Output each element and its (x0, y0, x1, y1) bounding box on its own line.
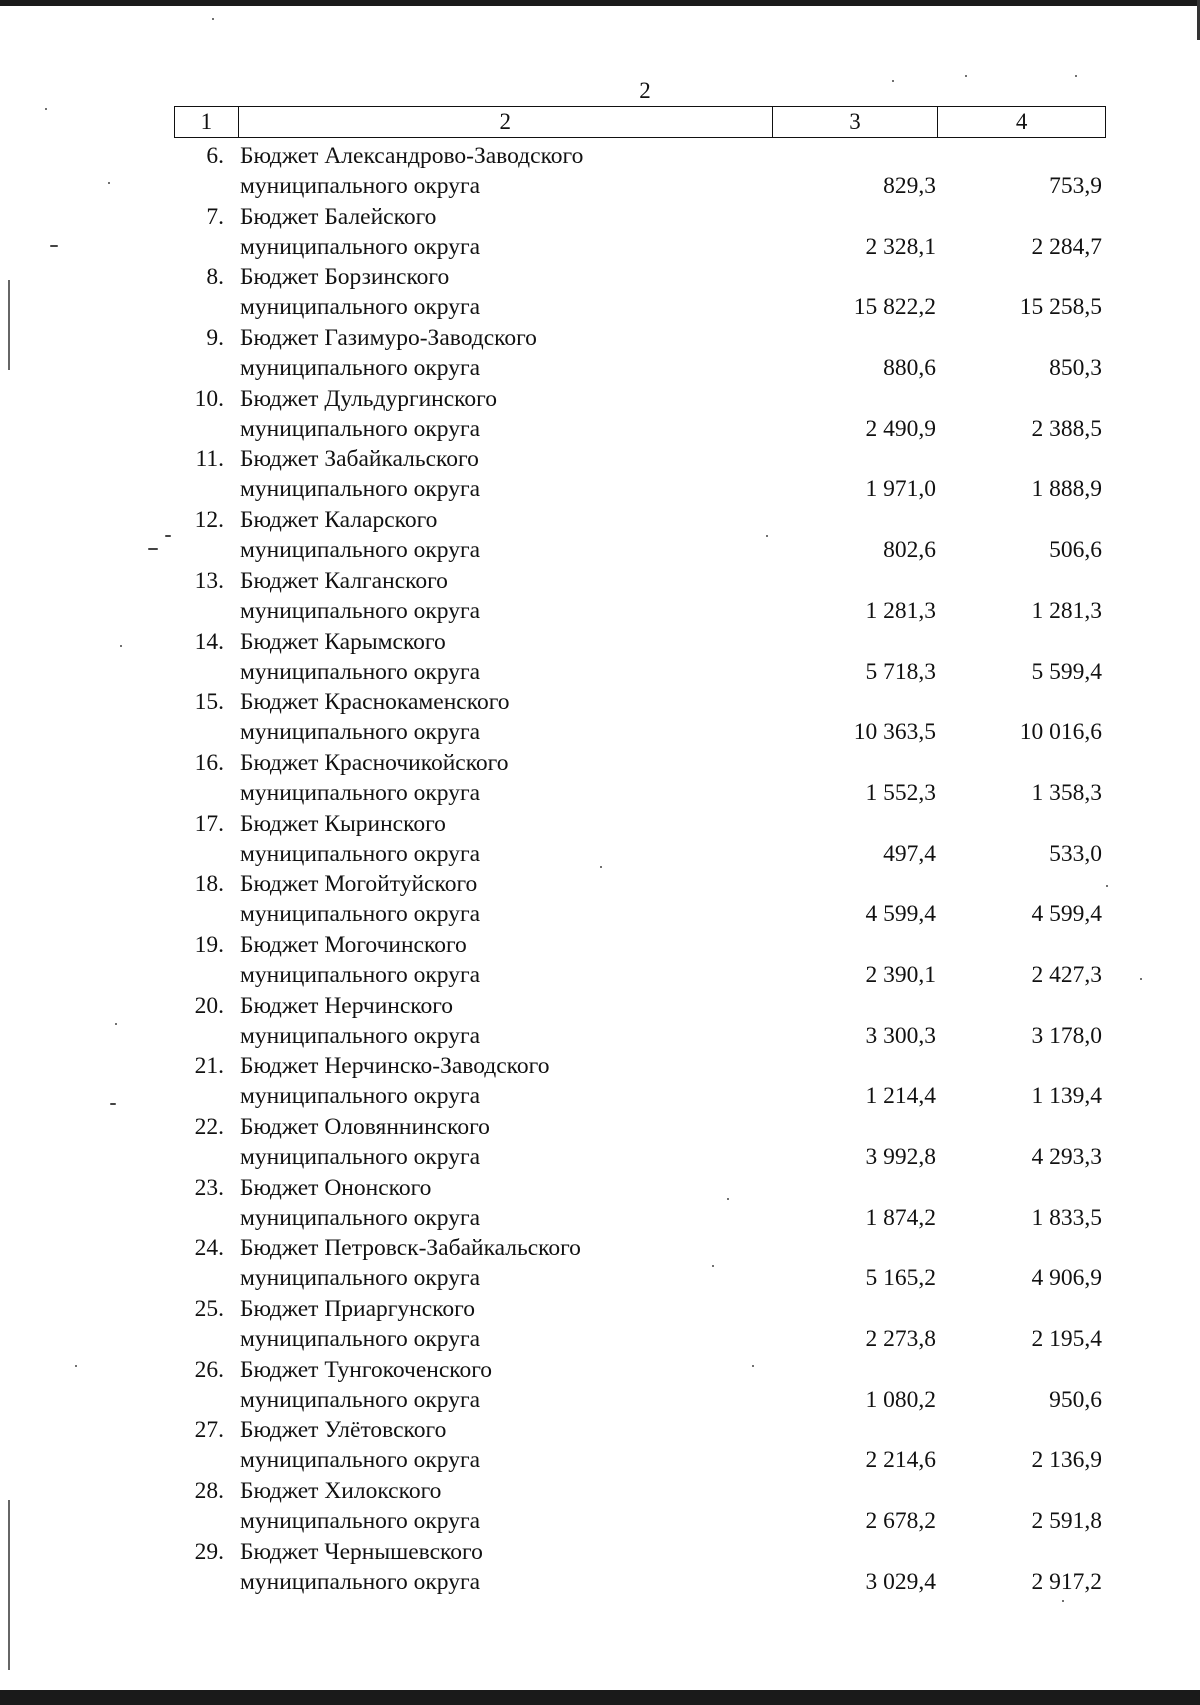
scan-speck (115, 1023, 117, 1025)
value-column-3: 1 552,3 (865, 779, 936, 806)
budget-name-line1: Бюджет Хилокского (240, 1478, 442, 1505)
value-column-4: 1 833,5 (1031, 1204, 1102, 1231)
scan-speck (120, 645, 122, 647)
scan-left-mark (8, 1500, 10, 1670)
row-number: 6. (206, 143, 224, 169)
value-column-3: 3 992,8 (865, 1144, 936, 1170)
value-column-4: 4 293,3 (1031, 1144, 1102, 1170)
budget-name-line2: муниципального округа (240, 901, 481, 928)
value-column-3: 802,6 (883, 537, 936, 564)
scan-speck (50, 245, 58, 247)
budget-name-line2: муниципального округа (240, 1204, 481, 1231)
row-number: 15. (194, 689, 224, 716)
budget-name-line2: муниципального округа (240, 476, 481, 503)
row-number: 16. (194, 749, 224, 776)
scan-speck (1075, 75, 1077, 77)
value-column-4: 850,3 (1049, 355, 1102, 382)
value-column-4: 1 888,9 (1031, 476, 1102, 503)
value-column-4: 2 136,9 (1031, 1447, 1102, 1474)
table-row (174, 1536, 1106, 1597)
row-number: 18. (194, 871, 224, 898)
value-column-3: 497,4 (883, 840, 936, 867)
budget-name-line1: Бюджет Чернышевского (240, 1538, 483, 1565)
budget-name-line1: Бюджет Забайкальского (240, 446, 479, 473)
table-row (174, 443, 1106, 504)
value-column-4: 2 195,4 (1031, 1326, 1102, 1353)
table-row (174, 929, 1106, 990)
value-column-3: 15 822,2 (853, 294, 936, 321)
row-number: 19. (194, 931, 224, 958)
value-column-3: 1 080,2 (865, 1386, 936, 1413)
table-row (174, 1111, 1106, 1172)
scan-speck (212, 18, 214, 20)
scan-speck (892, 80, 894, 82)
row-number: 12. (194, 507, 224, 534)
table-row (174, 747, 1106, 808)
table-row (174, 868, 1106, 929)
budget-name-line1: Бюджет Калганского (240, 567, 448, 594)
table-row (174, 1050, 1106, 1111)
value-column-4: 15 258,5 (1019, 294, 1102, 321)
budget-name-line1: Бюджет Тунгокоченского (240, 1356, 493, 1383)
value-column-4: 506,6 (1049, 537, 1102, 564)
table-row (174, 565, 1106, 626)
value-column-4: 3 178,0 (1031, 1022, 1102, 1049)
column-header-3: 3 (773, 107, 939, 137)
value-column-4: 4 906,9 (1031, 1265, 1102, 1292)
table-row (174, 1293, 1106, 1354)
row-number: 21. (194, 1053, 224, 1080)
row-number: 27. (194, 1417, 224, 1444)
budget-name-line2: муниципального округа (240, 415, 481, 442)
budget-name-line2: муниципального округа (240, 1083, 481, 1110)
value-column-4: 950,6 (1049, 1386, 1102, 1413)
budget-name-line2: муниципального округа (240, 1144, 481, 1170)
value-column-3: 1 874,2 (865, 1204, 936, 1231)
row-number: 13. (194, 567, 224, 594)
row-number: 9. (206, 325, 224, 352)
row-number: 8. (206, 264, 224, 291)
budget-name-line1: Бюджет Каларского (240, 507, 438, 534)
scan-left-mark (8, 280, 10, 370)
budget-name-line1: Бюджет Борзинского (240, 264, 450, 291)
value-column-3: 1 214,4 (865, 1083, 936, 1110)
value-column-3: 2 328,1 (865, 233, 936, 260)
budget-name-line1: Бюджет Карымского (240, 628, 446, 655)
value-column-4: 533,0 (1049, 840, 1102, 867)
value-column-4: 4 599,4 (1031, 901, 1102, 928)
value-column-4: 1 358,3 (1031, 779, 1102, 806)
budget-name-line1: Бюджет Улётовского (240, 1417, 447, 1444)
row-number: 26. (194, 1356, 224, 1383)
table-row (174, 626, 1106, 687)
budget-name-line2: муниципального округа (240, 355, 481, 382)
budget-name-line2: муниципального округа (240, 597, 481, 624)
table-row (174, 201, 1106, 262)
scan-top-edge (0, 0, 1200, 6)
budget-name-line2: муниципального округа (240, 779, 481, 806)
table-header-row (174, 106, 1106, 138)
budget-name-line1: Бюджет Приаргунского (240, 1296, 475, 1323)
row-number: 14. (194, 628, 224, 655)
budget-name-line2: муниципального округа (240, 1022, 481, 1049)
budget-name-line2: муниципального округа (240, 1326, 481, 1353)
budget-name-line2: муниципального округа (240, 537, 481, 564)
row-number: 25. (194, 1296, 224, 1323)
value-column-3: 2 678,2 (865, 1508, 936, 1535)
scan-speck (45, 108, 47, 110)
budget-name-line1: Бюджет Петровск-Забайкальского (240, 1235, 581, 1262)
value-column-3: 10 363,5 (853, 719, 936, 746)
budget-name-line1: Бюджет Нерчинского (240, 992, 454, 1019)
table-row (174, 1172, 1106, 1233)
budget-name-line1: Бюджет Александрово-Заводского (240, 143, 584, 169)
budget-name-line2: муниципального округа (240, 173, 481, 199)
row-number: 29. (194, 1538, 224, 1565)
scan-speck (1106, 885, 1108, 887)
scan-speck (965, 75, 967, 77)
row-number: 11. (195, 446, 224, 473)
value-column-3: 829,3 (883, 173, 936, 199)
value-column-3: 880,6 (883, 355, 936, 382)
value-column-3: 2 273,8 (865, 1326, 936, 1353)
budget-name-line1: Бюджет Газимуро-Заводского (240, 325, 537, 352)
column-header-1: 1 (175, 107, 239, 137)
budget-name-line1: Бюджет Нерчинско-Заводского (240, 1053, 550, 1080)
value-column-3: 4 599,4 (865, 901, 936, 928)
budget-name-line2: муниципального округа (240, 233, 481, 260)
budget-name-line1: Бюджет Ононского (240, 1174, 432, 1201)
budget-name-line2: муниципального округа (240, 961, 481, 988)
row-number: 22. (194, 1114, 224, 1140)
table-row (174, 686, 1106, 747)
value-column-4: 2 591,8 (1031, 1508, 1102, 1535)
row-number: 28. (194, 1478, 224, 1505)
scan-speck (110, 1103, 116, 1105)
value-column-4: 10 016,6 (1019, 719, 1102, 746)
value-column-4: 2 427,3 (1031, 961, 1102, 988)
budget-name-line1: Бюджет Могойтуйского (240, 871, 478, 898)
value-column-4: 5 599,4 (1031, 658, 1102, 685)
table-row (174, 1475, 1106, 1536)
value-column-4: 2 284,7 (1031, 233, 1102, 260)
budget-name-line2: муниципального округа (240, 1265, 481, 1292)
table-row (174, 504, 1106, 565)
value-column-3: 2 490,9 (865, 415, 936, 442)
table-row (174, 140, 1106, 201)
budget-name-line1: Бюджет Красночикойского (240, 749, 509, 776)
budget-name-line2: муниципального округа (240, 840, 481, 867)
scan-speck (148, 548, 158, 550)
row-number: 23. (194, 1174, 224, 1201)
value-column-4: 2 917,2 (1031, 1568, 1102, 1595)
value-column-4: 753,9 (1049, 173, 1102, 199)
budget-name-line1: Бюджет Дульдургинского (240, 385, 497, 412)
table-row (174, 1232, 1106, 1293)
row-number: 10. (194, 385, 224, 412)
value-column-4: 1 281,3 (1031, 597, 1102, 624)
scan-speck (75, 1365, 77, 1367)
value-column-3: 3 300,3 (865, 1022, 936, 1049)
table-row (174, 261, 1106, 322)
value-column-3: 2 390,1 (865, 961, 936, 988)
value-column-3: 2 214,6 (865, 1447, 936, 1474)
value-column-3: 1 971,0 (865, 476, 936, 503)
table-row (174, 990, 1106, 1051)
table-body (174, 140, 1106, 1597)
scan-speck (1062, 1600, 1064, 1602)
row-number: 24. (194, 1235, 224, 1262)
budget-name-line2: муниципального округа (240, 1447, 481, 1474)
value-column-4: 1 139,4 (1031, 1083, 1102, 1110)
budget-name-line2: муниципального округа (240, 1386, 481, 1413)
budget-name-line2: муниципального округа (240, 719, 481, 746)
row-number: 7. (206, 203, 224, 230)
row-number: 17. (194, 810, 224, 837)
value-column-3: 5 165,2 (865, 1265, 936, 1292)
table-row (174, 808, 1106, 869)
budget-name-line2: муниципального округа (240, 1508, 481, 1535)
budget-name-line1: Бюджет Оловяннинского (240, 1114, 490, 1140)
budget-name-line2: муниципального округа (240, 1568, 481, 1595)
table-row (174, 1354, 1106, 1415)
scan-bottom-edge (0, 1690, 1200, 1705)
budget-name-line2: муниципального округа (240, 658, 481, 685)
value-column-4: 2 388,5 (1031, 415, 1102, 442)
column-header-4: 4 (1015, 109, 1028, 134)
scan-speck (108, 182, 110, 184)
value-column-3: 1 281,3 (865, 597, 936, 624)
budget-name-line1: Бюджет Краснокаменского (240, 689, 510, 716)
budget-name-line2: муниципального округа (240, 294, 481, 321)
column-header-2: 2 (239, 107, 773, 137)
table-row (174, 1414, 1106, 1475)
budget-name-line1: Бюджет Балейского (240, 203, 437, 230)
scan-speck (165, 535, 171, 537)
scan-speck (1140, 978, 1142, 980)
value-column-3: 3 029,4 (865, 1568, 936, 1595)
budget-name-line1: Бюджет Кыринского (240, 810, 446, 837)
table-row (174, 322, 1106, 383)
row-number: 20. (194, 992, 224, 1019)
page-number: 2 (639, 78, 651, 103)
table-row (174, 383, 1106, 444)
value-column-3: 5 718,3 (865, 658, 936, 685)
budget-name-line1: Бюджет Могочинского (240, 931, 467, 958)
